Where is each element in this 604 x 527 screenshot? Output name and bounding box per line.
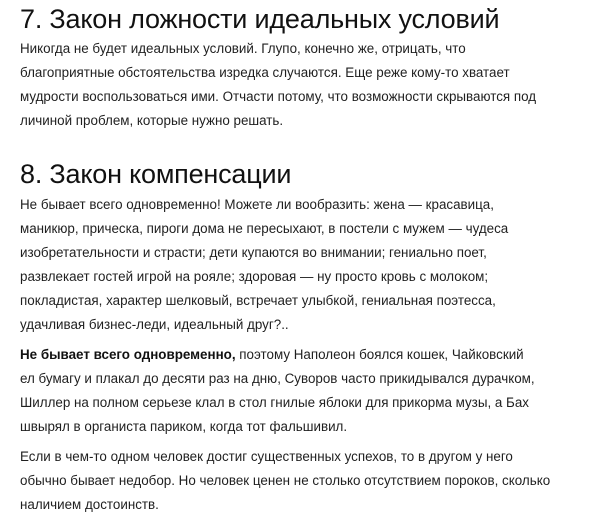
text-line: Шиллер на полном серьезе клал в стол гнилые яблоки для прикорма музы, а Бах xyxy=(20,395,529,410)
text-line: мудрости воспользоваться ими. Отчасти потому, что возможности скрываются под xyxy=(20,89,537,104)
text-line: личиной проблем, которые нужно решать. xyxy=(20,113,284,128)
text-line: Не бывает всего одновременно! Можете ли вообразить: жена — красавица, xyxy=(20,197,494,212)
section-7-paragraph xyxy=(20,37,588,133)
text-fragment: поэтому Наполеон боялся кошек, Чайковский xyxy=(235,347,524,362)
text-line: ел бумагу и плакал до десяти раз на дню, Суворов часто прикидывался дурачком, xyxy=(20,371,535,386)
text-line: Никогда не будет идеальных условий. Глупо, конечно же, отрицать, что xyxy=(20,41,466,56)
text-line: удачливая бизнес-леди, идеальный друг?.. xyxy=(20,317,289,332)
text-line: благоприятные обстоятельства изредка случаются. Еще реже кому-то хватает xyxy=(20,65,510,80)
text-line: обычно бывает недобор. Но человек ценен не столько отсутствием пороков, сколько xyxy=(20,473,551,488)
section-8-paragraph-3 xyxy=(20,445,588,517)
text-line: изобретательности и страсти; дети купаются во внимании; гениально поет, xyxy=(20,245,487,260)
text-line: Если в чем-то одном человек достиг существенных успехов, то в другом у него xyxy=(20,449,513,464)
text-line: покладистая, характер шелковый, встречает улыбкой, гениальная поэтесса, xyxy=(20,293,496,308)
text-line: маникюр, прическа, пироги дома не пересыхают, в постели с мужем — чудеса xyxy=(20,221,509,236)
emphasis-text: Не бывает всего одновременно, xyxy=(20,347,236,362)
section-8-paragraph-2 xyxy=(20,343,588,439)
text-line xyxy=(20,343,588,367)
text-line: развлекает гостей игрой на рояле; здоровая — ну просто кровь с молоком; xyxy=(20,269,489,284)
section-7-heading: 7. Закон ложности идеальных условий xyxy=(20,4,500,34)
section-8-paragraph-1 xyxy=(20,193,588,337)
section-8-heading: 8. Закон компенсации xyxy=(20,159,292,189)
text-line: наличием достоинств. xyxy=(20,497,159,512)
text-line: швырял в органиста париком, когда тот фальшивил. xyxy=(20,419,348,434)
